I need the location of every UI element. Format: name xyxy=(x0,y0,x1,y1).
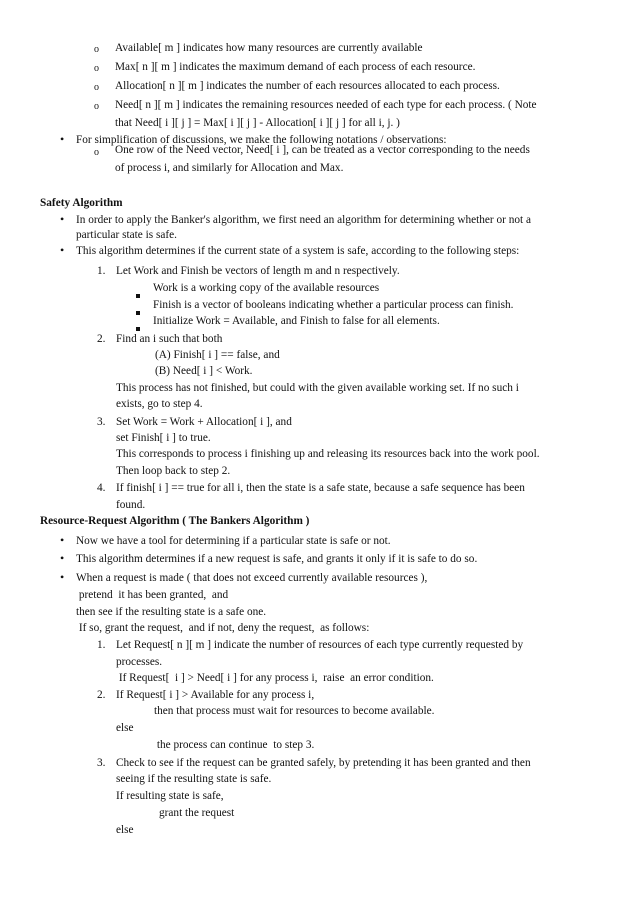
safety-step-4: If finish[ i ] == true for all i, then the state is a safe state, because a safe sequence has been xyxy=(116,482,525,494)
bullet-dot-icon: • xyxy=(60,132,65,146)
definition-max: Max[ n ][ m ] indicates the maximum demand of each process of each resource. xyxy=(115,61,476,73)
safety-step-2-note: This process has not finished, but could with the given available working set. If no such i xyxy=(116,382,519,394)
circle-bullet-icon: o xyxy=(94,63,99,74)
simplification-sub: One row of the Need vector, Need[ i ], can be treated as a vector corresponding to the needs xyxy=(115,144,530,156)
safety-step-3: Set Work = Work + Allocation[ i ], and xyxy=(116,416,292,428)
safety-step-3-note: This corresponds to process i finishing up and releasing its resources back into the work pool. xyxy=(116,448,540,460)
safety-step-1-item: Finish is a vector of booleans indicating whether a particular process can finish. xyxy=(153,299,514,311)
circle-bullet-icon: o xyxy=(94,44,99,55)
request-step-3: grant the request xyxy=(159,807,235,819)
request-bullet: This algorithm determines if a new request is safe, and grants it only if it is safe to do so. xyxy=(76,553,478,565)
simplification-text: For simplification of discussions, we make the following notations / observations: xyxy=(76,134,447,146)
request-step-3: seeing if the resulting state is safe. xyxy=(116,773,272,785)
step-number: 1. xyxy=(97,639,106,651)
request-line: pretend it has been granted, and xyxy=(76,589,229,601)
step-number: 1. xyxy=(97,265,106,277)
safety-step-2-condition: (A) Finish[ i ] == false, and xyxy=(155,349,280,361)
request-step-2-else: else xyxy=(116,722,134,734)
simplification-sub: of process i, and similarly for Allocation and Max. xyxy=(115,162,344,174)
definition-available: Available[ m ] indicates how many resources are currently available xyxy=(115,42,423,54)
request-step-2: If Request[ i ] > Available for any process i, xyxy=(116,689,315,701)
step-number: 3. xyxy=(97,416,106,428)
request-step-2: the process can continue to step 3. xyxy=(154,739,315,751)
request-step-3: Check to see if the request can be granted safely, by pretending it has been granted and then xyxy=(116,757,531,769)
safety-bullet-1: particular state is safe. xyxy=(76,229,177,241)
safety-heading: Safety Algorithm xyxy=(40,197,123,209)
safety-bullet-2: This algorithm determines if the current state of a system is safe, according to the following steps: xyxy=(76,245,520,257)
request-step-1: processes. xyxy=(116,656,163,668)
safety-step-1-item: Work is a working copy of the available resources xyxy=(153,282,380,294)
step-number: 2. xyxy=(97,333,106,345)
circle-bullet-icon: o xyxy=(94,147,99,158)
request-step-3: If resulting state is safe, xyxy=(116,790,224,802)
bullet-dot-icon: • xyxy=(60,551,65,565)
safety-step-3-line: set Finish[ i ] to true. xyxy=(116,432,211,444)
safety-bullet-1: In order to apply the Banker's algorithm, we first need an algorithm for determining whether or not a xyxy=(76,214,532,226)
request-bullet: Now we have a tool for determining if a particular state is safe or not. xyxy=(76,535,391,547)
circle-bullet-icon: o xyxy=(94,101,99,112)
safety-step-1: Let Work and Finish be vectors of length m and n respectively. xyxy=(116,265,400,277)
safety-step-2-note: exists, go to step 4. xyxy=(116,398,203,410)
request-step-3-else: else xyxy=(116,824,134,836)
safety-step-1-item: Initialize Work = Available, and Finish to false for all elements. xyxy=(153,315,440,327)
safety-step-2-condition: (B) Need[ i ] < Work. xyxy=(155,365,253,377)
definition-need-note: that Need[ i ][ j ] = Max[ i ][ j ] - Allocation[ i ][ j ] for all i, j. ) xyxy=(115,117,400,129)
definition-need: Need[ n ][ m ] indicates the remaining resources needed of each type for each process. ( Note xyxy=(115,99,537,111)
request-line: If so, grant the request, and if not, deny the request, as follows: xyxy=(76,622,370,634)
safety-step-2: Find an i such that both xyxy=(116,333,223,345)
bullet-dot-icon: • xyxy=(60,570,65,584)
request-step-1: If Request[ i ] > Need[ i ] for any process i, raise an error condition. xyxy=(116,672,434,684)
bullet-dot-icon: • xyxy=(60,533,65,547)
bullet-dot-icon: • xyxy=(60,212,65,226)
request-step-2: then that process must wait for resources to become available. xyxy=(154,705,435,717)
safety-step-3-note: Then loop back to step 2. xyxy=(116,465,231,477)
definition-allocation: Allocation[ n ][ m ] indicates the number of each resources allocated to each process. xyxy=(115,80,500,92)
request-step-1: Let Request[ n ][ m ] indicate the number of resources of each type currently requested by xyxy=(116,639,524,651)
step-number: 3. xyxy=(97,757,106,769)
square-bullet-icon xyxy=(136,305,140,319)
step-number: 2. xyxy=(97,689,106,701)
circle-bullet-icon: o xyxy=(94,82,99,93)
step-number: 4. xyxy=(97,482,106,494)
request-bullet: When a request is made ( that does not exceed currently available resources ), xyxy=(76,572,428,584)
square-bullet-icon xyxy=(136,288,140,302)
bullet-dot-icon: • xyxy=(60,243,65,257)
safety-step-4: found. xyxy=(116,499,146,511)
request-line: then see if the resulting state is a safe one. xyxy=(76,606,267,618)
request-heading: Resource-Request Algorithm ( The Bankers Algorithm ) xyxy=(40,515,310,527)
